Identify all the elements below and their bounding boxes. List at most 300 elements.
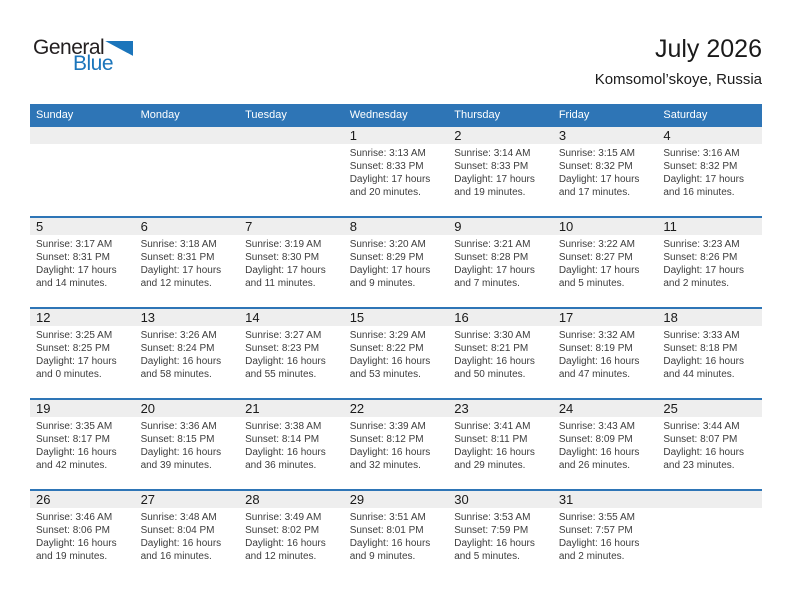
day-details: [30, 326, 135, 381]
sunset-line: [350, 251, 440, 264]
sunrise-label: Sunrise:: [245, 330, 282, 341]
sunrise-label: Sunrise:: [454, 148, 491, 159]
sunrise-label: Sunrise:: [454, 330, 491, 341]
sunset-value: 8:33 PM: [490, 161, 529, 172]
daylight-line: [245, 446, 335, 472]
sunrise-line: [245, 238, 335, 251]
day-details: [657, 326, 762, 381]
sunrise-label: Sunrise:: [558, 239, 596, 250]
daylight-value: 17 hours and 19 minutes.: [454, 174, 535, 198]
daylight-value: 16 hours and 58 minutes.: [140, 356, 222, 380]
sunset-label: Sunset:: [558, 252, 593, 263]
sunrise-value: 3:23 AM: [702, 239, 740, 250]
daylight-line: [454, 355, 544, 381]
day-number-band: 7: [239, 218, 344, 235]
sunrise-label: Sunrise:: [454, 421, 491, 432]
daylight-label: Daylight:: [36, 356, 75, 367]
daylight-line: [559, 173, 649, 199]
day-details: [448, 326, 553, 381]
sunrise-value: 3:21 AM: [493, 239, 531, 250]
sunrise-value: 3:36 AM: [180, 421, 217, 432]
day-cell: [553, 308, 658, 399]
logo-text-blue: Blue: [73, 52, 114, 75]
sunrise-line: [454, 420, 544, 433]
sunrise-line: [141, 511, 231, 524]
daylight-label: Daylight:: [558, 174, 598, 185]
sunrise-value: 3:30 AM: [493, 330, 531, 341]
sunrise-value: 3:35 AM: [75, 421, 113, 432]
daylight-value: 16 hours and 50 minutes.: [454, 356, 535, 380]
daylight-label: Daylight:: [140, 356, 180, 367]
daylight-label: Daylight:: [454, 447, 494, 458]
daylight-value: 17 hours and 14 minutes.: [36, 265, 117, 289]
sunset-line: [350, 342, 440, 355]
sunrise-line: [663, 238, 753, 251]
sunset-value: 8:17 PM: [72, 434, 110, 445]
daylight-value: 17 hours and 20 minutes.: [349, 174, 431, 198]
sunrise-line: [454, 147, 544, 160]
sunset-line: [36, 524, 126, 537]
day-number-band: 21: [239, 400, 344, 417]
day-cell: [553, 399, 658, 490]
daylight-label: Daylight:: [349, 174, 389, 185]
sunrise-line: [245, 511, 335, 524]
sunrise-line: [663, 420, 753, 433]
day-cell: [448, 308, 553, 399]
day-cell: [239, 308, 344, 399]
day-cell: [657, 399, 762, 490]
day-cell: [448, 490, 553, 581]
sunset-value: 8:32 PM: [595, 161, 633, 172]
daylight-label: Daylight:: [245, 538, 285, 549]
sunrise-label: Sunrise:: [349, 148, 387, 159]
daylight-label: Daylight:: [245, 447, 285, 458]
sunrise-line: [36, 329, 126, 342]
sunset-line: [663, 342, 753, 355]
sunrise-label: Sunrise:: [36, 512, 73, 523]
sunset-line: [141, 524, 231, 537]
sunrise-value: 3:51 AM: [389, 512, 426, 523]
daylight-value: 16 hours and 44 minutes.: [663, 356, 744, 380]
sunrise-value: 3:20 AM: [389, 239, 426, 250]
daylight-label: Daylight:: [349, 265, 389, 276]
sunset-label: Sunset:: [349, 161, 384, 172]
daylight-label: Daylight:: [140, 538, 180, 549]
day-cell: [30, 490, 135, 581]
day-number-band: [30, 127, 135, 144]
sunset-label: Sunset:: [245, 343, 280, 354]
daylight-line: [454, 446, 544, 472]
daylight-value: 17 hours and 7 minutes.: [454, 265, 535, 289]
sunrise-line: [350, 329, 440, 342]
calendar-table: [30, 104, 762, 581]
sunrise-label: Sunrise:: [663, 330, 701, 341]
week-row: [30, 217, 762, 308]
sunset-label: Sunset:: [36, 525, 70, 536]
day-number-band: 25: [657, 400, 762, 417]
day-number-band: 20: [135, 400, 240, 417]
sunrise-label: Sunrise:: [245, 421, 282, 432]
empty-day-cell: [239, 126, 344, 217]
sunset-value: 8:12 PM: [386, 434, 424, 445]
daylight-line: [245, 264, 335, 290]
sunset-value: 8:19 PM: [595, 343, 633, 354]
daylight-value: 16 hours and 36 minutes.: [245, 447, 326, 471]
sunrise-line: [36, 511, 126, 524]
sunrise-value: 3:26 AM: [180, 330, 217, 341]
sunrise-label: Sunrise:: [349, 512, 387, 523]
sunset-line: [245, 433, 335, 446]
sunrise-line: [663, 329, 753, 342]
daylight-line: [245, 537, 335, 563]
weekday-header-friday: Friday: [553, 104, 658, 126]
sunrise-value: 3:46 AM: [75, 512, 113, 523]
day-details: [553, 508, 658, 563]
sunset-value: 8:09 PM: [595, 434, 633, 445]
sunrise-label: Sunrise:: [558, 330, 596, 341]
day-details: [239, 417, 344, 472]
sunrise-value: 3:14 AM: [493, 148, 531, 159]
daylight-label: Daylight:: [245, 356, 285, 367]
sunrise-line: [350, 238, 440, 251]
day-details: [448, 144, 553, 199]
sunrise-value: 3:18 AM: [180, 239, 217, 250]
day-cell: [344, 490, 449, 581]
daylight-label: Daylight:: [349, 538, 389, 549]
sunrise-line: [350, 420, 440, 433]
sunrise-value: 3:17 AM: [75, 239, 113, 250]
daylight-value: 16 hours and 39 minutes.: [140, 447, 222, 471]
day-cell: [135, 399, 240, 490]
day-details: [553, 417, 658, 472]
sunrise-label: Sunrise:: [36, 330, 73, 341]
sunrise-value: 3:16 AM: [702, 148, 740, 159]
day-cell: [239, 490, 344, 581]
daylight-label: Daylight:: [663, 356, 703, 367]
daylight-value: 16 hours and 53 minutes.: [349, 356, 431, 380]
day-number-band: 4: [657, 127, 762, 144]
daylight-label: Daylight:: [454, 174, 494, 185]
day-number-band: 2: [448, 127, 553, 144]
empty-day-cell: [135, 126, 240, 217]
daylight-line: [454, 537, 544, 563]
general-blue-logo: [33, 38, 153, 73]
day-number-band: 22: [344, 400, 449, 417]
sunset-line: [350, 160, 440, 173]
day-number-band: 17: [553, 309, 658, 326]
sunrise-line: [350, 147, 440, 160]
daylight-value: 17 hours and 12 minutes.: [140, 265, 222, 289]
day-cell: [30, 399, 135, 490]
daylight-line: [36, 355, 126, 381]
sunset-label: Sunset:: [36, 252, 70, 263]
sunrise-label: Sunrise:: [663, 421, 701, 432]
daylight-value: 17 hours and 11 minutes.: [245, 265, 326, 289]
sunset-label: Sunset:: [558, 434, 593, 445]
day-details: [30, 508, 135, 563]
daylight-label: Daylight:: [558, 538, 598, 549]
daylight-value: 17 hours and 0 minutes.: [36, 356, 117, 380]
sunset-label: Sunset:: [36, 343, 70, 354]
sunset-label: Sunset:: [140, 434, 175, 445]
sunrise-label: Sunrise:: [663, 148, 701, 159]
day-cell: [344, 308, 449, 399]
sunset-value: 8:30 PM: [281, 252, 320, 263]
daylight-label: Daylight:: [140, 265, 180, 276]
sunset-value: 8:02 PM: [281, 525, 320, 536]
sunrise-line: [454, 511, 544, 524]
daylight-line: [350, 446, 440, 472]
daylight-line: [454, 173, 544, 199]
sunset-line: [141, 433, 231, 446]
day-cell: [135, 308, 240, 399]
sunrise-value: 3:33 AM: [702, 330, 740, 341]
sunrise-value: 3:41 AM: [493, 421, 531, 432]
day-cell: [657, 308, 762, 399]
daylight-value: 16 hours and 29 minutes.: [454, 447, 535, 471]
day-details: [553, 144, 658, 199]
sunset-line: [559, 433, 649, 446]
daylight-line: [559, 446, 649, 472]
sunrise-label: Sunrise:: [36, 421, 73, 432]
daylight-label: Daylight:: [558, 356, 598, 367]
daylight-value: 16 hours and 5 minutes.: [454, 538, 535, 562]
sunrise-line: [559, 329, 649, 342]
sunset-label: Sunset:: [663, 252, 698, 263]
page-subtitle: Komsomol’skoye, Russia: [594, 71, 762, 88]
sunset-label: Sunset:: [140, 252, 175, 263]
sunset-label: Sunset:: [454, 525, 489, 536]
sunset-label: Sunset:: [663, 161, 698, 172]
day-cell: [553, 217, 658, 308]
weekday-header-monday: Monday: [135, 104, 240, 126]
week-row: [30, 308, 762, 399]
sunrise-value: 3:32 AM: [598, 330, 635, 341]
day-number-band: 16: [448, 309, 553, 326]
sunset-line: [141, 251, 231, 264]
day-cell: [30, 308, 135, 399]
daylight-value: 16 hours and 9 minutes.: [349, 538, 431, 562]
daylight-value: 16 hours and 26 minutes.: [558, 447, 640, 471]
sunset-label: Sunset:: [140, 525, 175, 536]
daylight-label: Daylight:: [245, 265, 285, 276]
daylight-value: 16 hours and 47 minutes.: [558, 356, 640, 380]
sunrise-label: Sunrise:: [349, 239, 387, 250]
day-number-band: 31: [553, 491, 658, 508]
weekday-header-tuesday: Tuesday: [239, 104, 344, 126]
sunset-value: 8:26 PM: [700, 252, 738, 263]
sunrise-label: Sunrise:: [140, 421, 178, 432]
sunrise-label: Sunrise:: [140, 512, 178, 523]
day-number-band: 10: [553, 218, 658, 235]
daylight-value: 17 hours and 17 minutes.: [558, 174, 640, 198]
sunrise-label: Sunrise:: [663, 239, 701, 250]
day-details: [448, 235, 553, 290]
sunrise-label: Sunrise:: [349, 330, 387, 341]
day-details: [30, 417, 135, 472]
sunrise-label: Sunrise:: [454, 512, 491, 523]
sunrise-line: [141, 329, 231, 342]
day-number-band: 26: [30, 491, 135, 508]
weekday-header-wednesday: Wednesday: [344, 104, 449, 126]
sunrise-value: 3:19 AM: [284, 239, 322, 250]
sunrise-line: [559, 147, 649, 160]
sunset-label: Sunset:: [245, 525, 280, 536]
day-number-band: 30: [448, 491, 553, 508]
sunset-label: Sunset:: [454, 343, 489, 354]
day-number-band: 11: [657, 218, 762, 235]
daylight-line: [245, 355, 335, 381]
sunset-label: Sunset:: [245, 434, 280, 445]
daylight-label: Daylight:: [36, 265, 75, 276]
sunrise-line: [454, 329, 544, 342]
day-number-band: 14: [239, 309, 344, 326]
day-details: [344, 417, 449, 472]
sunset-line: [350, 433, 440, 446]
daylight-line: [141, 355, 231, 381]
day-number-band: 6: [135, 218, 240, 235]
sunset-line: [454, 342, 544, 355]
sunset-line: [245, 251, 335, 264]
day-details: [344, 326, 449, 381]
sunrise-label: Sunrise:: [558, 512, 596, 523]
sunrise-line: [36, 238, 126, 251]
daylight-label: Daylight:: [663, 447, 703, 458]
day-number-band: [239, 127, 344, 144]
sunrise-value: 3:38 AM: [284, 421, 322, 432]
day-details: [553, 235, 658, 290]
sunset-label: Sunset:: [36, 434, 70, 445]
day-number-band: 13: [135, 309, 240, 326]
sunset-label: Sunset:: [349, 525, 384, 536]
sunset-line: [559, 251, 649, 264]
daylight-value: 16 hours and 19 minutes.: [36, 538, 117, 562]
day-number-band: [657, 491, 762, 508]
daylight-value: 16 hours and 23 minutes.: [663, 447, 744, 471]
sunset-value: 8:21 PM: [490, 343, 529, 354]
day-details: [657, 144, 762, 199]
day-number-band: 18: [657, 309, 762, 326]
sunrise-label: Sunrise:: [140, 239, 178, 250]
sunrise-line: [559, 238, 649, 251]
day-cell: [239, 217, 344, 308]
daylight-line: [141, 446, 231, 472]
sunrise-value: 3:44 AM: [702, 421, 740, 432]
sunrise-label: Sunrise:: [558, 148, 596, 159]
weekday-header-thursday: Thursday: [448, 104, 553, 126]
day-number-band: 3: [553, 127, 658, 144]
sunrise-value: 3:49 AM: [284, 512, 322, 523]
week-row: [30, 126, 762, 217]
daylight-label: Daylight:: [663, 174, 703, 185]
daylight-label: Daylight:: [558, 447, 598, 458]
daylight-label: Daylight:: [454, 538, 494, 549]
day-details: [657, 417, 762, 472]
empty-day-cell: [30, 126, 135, 217]
sunset-label: Sunset:: [558, 525, 593, 536]
sunrise-value: 3:29 AM: [389, 330, 426, 341]
sunset-value: 8:31 PM: [72, 252, 110, 263]
sunset-value: 8:32 PM: [700, 161, 738, 172]
day-cell: [553, 126, 658, 217]
day-cell: [344, 399, 449, 490]
day-number-band: 29: [344, 491, 449, 508]
sunrise-value: 3:39 AM: [389, 421, 426, 432]
sunrise-label: Sunrise:: [245, 512, 282, 523]
sunset-line: [454, 251, 544, 264]
daylight-line: [36, 446, 126, 472]
sunrise-line: [454, 238, 544, 251]
day-number-band: 9: [448, 218, 553, 235]
sunset-line: [454, 524, 544, 537]
calendar-body: [30, 126, 762, 581]
daylight-line: [141, 264, 231, 290]
week-row: [30, 399, 762, 490]
sunset-label: Sunset:: [454, 161, 489, 172]
sunrise-label: Sunrise:: [245, 239, 282, 250]
sunset-line: [36, 251, 126, 264]
day-cell: [657, 217, 762, 308]
sunset-line: [559, 160, 649, 173]
day-number-band: 1: [344, 127, 449, 144]
daylight-value: 17 hours and 5 minutes.: [558, 265, 640, 289]
day-details: [448, 417, 553, 472]
daylight-line: [454, 264, 544, 290]
daylight-value: 16 hours and 42 minutes.: [36, 447, 117, 471]
day-details: [239, 235, 344, 290]
sunset-label: Sunset:: [454, 252, 489, 263]
sunset-value: 8:24 PM: [177, 343, 215, 354]
sunset-value: 8:27 PM: [595, 252, 633, 263]
sunset-value: 8:22 PM: [386, 343, 424, 354]
day-number-band: 23: [448, 400, 553, 417]
title-block: [595, 34, 762, 88]
sunrise-label: Sunrise:: [36, 239, 73, 250]
sunset-line: [559, 342, 649, 355]
daylight-line: [559, 537, 649, 563]
sunset-value: 8:11 PM: [490, 434, 528, 445]
sunset-line: [454, 160, 544, 173]
day-details: [135, 417, 240, 472]
day-details: [135, 326, 240, 381]
weekday-header-row: [30, 104, 762, 126]
sunset-value: 8:06 PM: [72, 525, 110, 536]
day-details: [135, 508, 240, 563]
day-cell: [448, 399, 553, 490]
day-number-band: 15: [344, 309, 449, 326]
logo-text-general: General: [33, 36, 105, 59]
sunrise-label: Sunrise:: [140, 330, 178, 341]
daylight-line: [350, 264, 440, 290]
day-number-band: 5: [30, 218, 135, 235]
day-cell: [135, 217, 240, 308]
day-cell: [135, 490, 240, 581]
day-cell: [344, 217, 449, 308]
sunset-value: 8:25 PM: [72, 343, 110, 354]
sunset-value: 8:28 PM: [490, 252, 529, 263]
daylight-label: Daylight:: [663, 265, 703, 276]
day-number-band: 12: [30, 309, 135, 326]
sunset-label: Sunset:: [140, 343, 175, 354]
daylight-line: [141, 537, 231, 563]
daylight-line: [350, 355, 440, 381]
daylight-label: Daylight:: [36, 538, 75, 549]
day-details: [448, 508, 553, 563]
sunset-line: [141, 342, 231, 355]
sunrise-value: 3:27 AM: [284, 330, 322, 341]
daylight-line: [663, 173, 753, 199]
sunrise-value: 3:15 AM: [598, 148, 635, 159]
